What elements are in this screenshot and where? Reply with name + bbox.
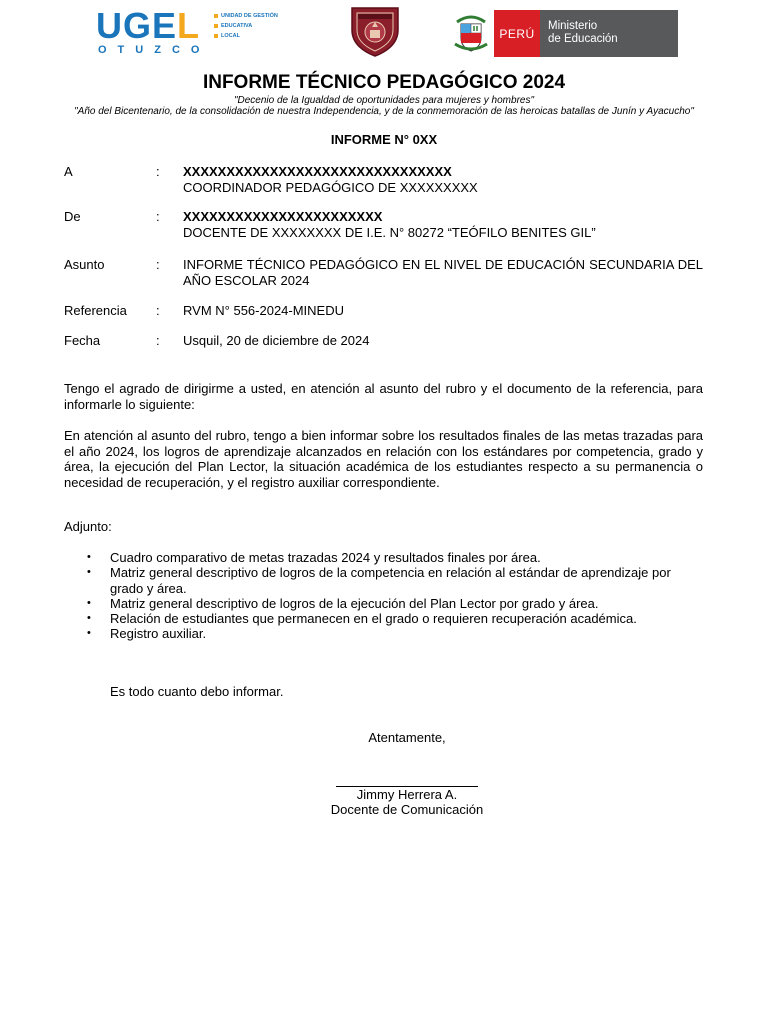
school-crest-icon [348,4,402,58]
ugel-logo-subtitle-line: EDUCATIVA [214,21,298,31]
attachment-text: Relación de estudiantes que permanecen en el grado o requieren recuperación académica. [110,611,637,627]
bullet-icon: • [87,596,91,609]
field-label: A [64,164,73,179]
field-label: Referencia [64,303,127,318]
field-colon: : [156,257,160,272]
ugel-logo-subtitle-line: LOCAL [214,31,298,41]
sender-role: DOCENTE DE XXXXXXXX DE I.E. N° 80272 “TEÓFILO BENITES GIL” [183,224,596,240]
field-label: Asunto [64,257,105,272]
attachment-text: Matriz general descriptivo de logros de la ejecución del Plan Lector por grado y área. [110,595,599,611]
attachment-text: Matriz general descriptivo de logros de la competencia en relación al estándar de aprendizaje por grado y área. [110,565,671,596]
closing-line: Es todo cuanto debo informar. [110,684,284,699]
attachment-text: Registro auxiliar. [110,626,207,642]
recipient-role: COORDINADOR PEDAGÓGICO DE XXXXXXXXX [183,179,478,195]
field-label: Fecha [64,333,101,348]
minedu-logo-ministry [540,10,678,57]
attachments-list [64,550,704,642]
report-number: INFORME N° 0XX [330,132,438,147]
minedu-logo-country: PERÚ [494,10,540,57]
field-label: De [64,209,81,224]
ugel-logo-city: OTUZCO [98,44,211,56]
date-value: Usquil, 20 de diciembre de 2024 [183,333,370,348]
motto-year: "Año del Bicentenario, de la consolidación de nuestra Independencia, y de la conmemoración de las heroicas batallas de Junín y Ayacucho" [74,106,694,117]
field-colon: : [156,164,160,179]
ugel-logo-subtitle [214,11,298,41]
intro-paragraph: Tengo el agrado de dirigirme a usted, en atención al asunto del rubro y el documento de la referencia, para informarle lo siguiente: [64,381,703,412]
minedu-logo-ministry-line: de Educación [548,33,618,45]
ugel-logo-letter-l: L [177,5,201,46]
ugel-logo-letters: UGE [96,5,178,46]
bullet-icon: • [87,612,91,625]
minedu-logo [449,10,678,57]
bullet-icon: • [87,551,91,563]
ugel-otuzco-logo [96,5,296,56]
field-value [183,164,703,195]
attachments-label: Adjunto: [64,519,112,534]
attachment-text: Cuadro comparativo de metas trazadas 2024 y resultados finales por área. [110,550,541,565]
bullet-icon: • [87,566,91,579]
body-paragraph: En atención al asunto del rubro, tengo a bien informar sobre los resultados finales de las metas trazadas para el año 2024, los logros de aprendizaje alcanzados en relación con los estándares por competencia, grado y área, la ejecución del Plan Lector, la situación académica de los estudiantes respecto a su permanencia o necesidad de recuperación, y el registro auxiliar correspondiente. [64,428,703,490]
minedu-logo-ministry-line: Ministerio [548,20,598,32]
motto-decenio: "Decenio de la Igualdad de oportunidades para mujeres y hombres" [233,95,535,106]
subject-value: INFORME TÉCNICO PEDAGÓGICO EN EL NIVEL DE EDUCACIÓN SECUNDARIA DEL AÑO ESCOLAR 2024 [183,257,703,288]
ugel-logo-wordmark [96,5,201,46]
field-colon: : [156,333,160,348]
signer-role: Docente de Comunicación [330,802,484,817]
signer-name: Jimmy Herrera A. [356,787,458,802]
list-item [64,550,704,565]
sender-name: XXXXXXXXXXXXXXXXXXXXXXX [183,209,383,224]
ugel-logo-subtitle-line: UNIDAD DE GESTIÓN [214,11,298,21]
list-item [64,611,704,626]
recipient-name: XXXXXXXXXXXXXXXXXXXXXXXXXXXXXXX [183,164,452,179]
reference-value: RVM N° 556-2024-MINEDU [183,303,345,318]
list-item [64,626,704,641]
peru-coat-of-arms-icon [449,10,493,57]
list-item [64,596,704,611]
list-item [64,565,704,596]
bullet-icon: • [87,627,91,640]
field-value [183,209,703,240]
document-title: INFORME TÉCNICO PEDAGÓGICO 2024 [202,72,566,93]
field-colon: : [156,303,160,318]
salutation: Atentamente, [368,730,446,745]
field-colon: : [156,209,160,224]
